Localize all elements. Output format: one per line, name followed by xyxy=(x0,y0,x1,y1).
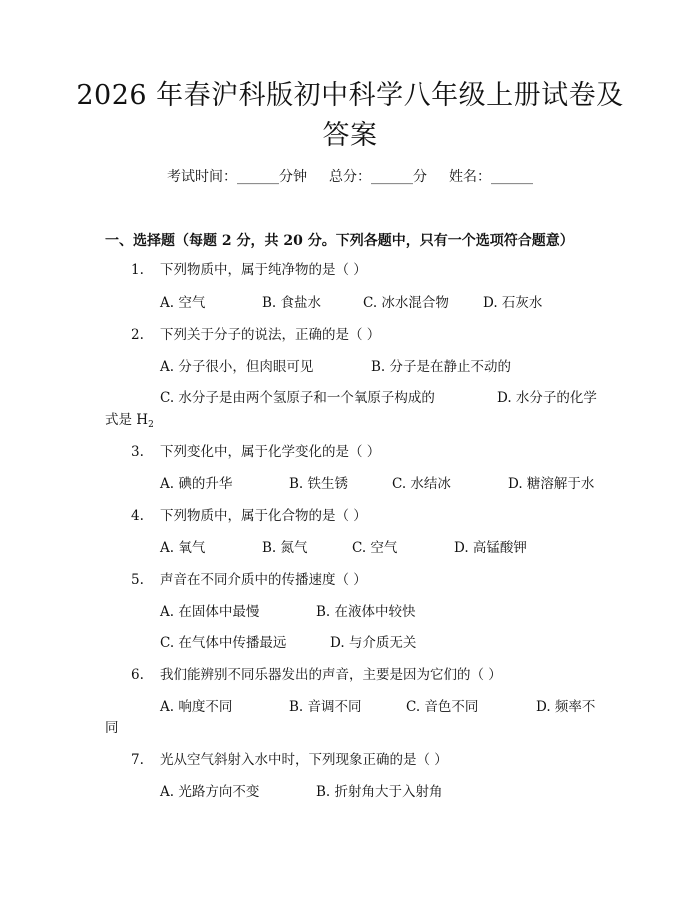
option-c: C. 空气 xyxy=(352,540,398,556)
question-6-option-d-wrap: 同 xyxy=(105,720,119,736)
question-text: 下列物质中，属于化合物的是（ ） xyxy=(160,508,367,524)
option-c: C. 水结冰 xyxy=(392,476,451,492)
option-b: B. 铁生锈 xyxy=(289,476,349,492)
question-number: 1. xyxy=(131,262,144,278)
option-b: B. 在液体中较快 xyxy=(316,604,416,620)
option-b: B. 氮气 xyxy=(262,540,308,556)
question-text: 下列关于分子的说法，正确的是（ ） xyxy=(160,327,381,343)
question-2-option-d-wrap xyxy=(105,409,154,436)
exam-title xyxy=(60,76,640,156)
question-number: 2. xyxy=(131,327,144,343)
title-line-1: 2026 年春沪科版初中科学八年级上册试卷及 xyxy=(76,80,624,111)
option-a: A. 氧气 xyxy=(160,540,206,556)
subscript: 2 xyxy=(148,420,154,430)
question-text: 我们能辨别不同乐器发出的声音，主要是因为它们的（ ） xyxy=(160,667,502,683)
option-b: B. 分子是在静止不动的 xyxy=(371,359,512,375)
question-number: 3. xyxy=(131,444,144,460)
question-number: 5. xyxy=(131,572,144,588)
exam-time: 考试时间：______分钟 xyxy=(167,169,307,185)
option-c: C. 在气体中传播最远 xyxy=(160,635,287,651)
option-d: D. 石灰水 xyxy=(483,295,543,311)
section-heading: 一、选择题（每题 2 分，共 20 分。下列各题中，只有一个选项符合题意） xyxy=(105,233,574,249)
option-a: A. 碘的升华 xyxy=(160,476,233,492)
exam-score: 总分：______分 xyxy=(329,169,427,185)
option-a: A. 分子很小，但肉眼可见 xyxy=(160,359,314,375)
question-text: 下列物质中，属于纯净物的是（ ） xyxy=(160,262,367,278)
question-number: 7. xyxy=(131,752,144,768)
question-number: 4. xyxy=(131,508,144,524)
option-a: A. 光路方向不变 xyxy=(160,784,260,800)
title-line-2: 答案 xyxy=(322,120,378,151)
exam-meta xyxy=(0,166,700,188)
option-a: A. 在固体中最慢 xyxy=(160,604,260,620)
question-number: 6. xyxy=(131,667,144,683)
option-b: B. 音调不同 xyxy=(289,699,362,715)
option-a: A. 响度不同 xyxy=(160,699,233,715)
question-text: 光从空气斜射入水中时，下列现象正确的是（ ） xyxy=(160,752,448,768)
option-d: D. 糖溶解于水 xyxy=(508,476,595,492)
option-d: D. 水分子的化学 xyxy=(497,390,597,406)
student-name: 姓名：______ xyxy=(449,169,533,185)
option-c: C. 音色不同 xyxy=(406,699,479,715)
option-b: B. 食盐水 xyxy=(262,295,322,311)
question-text: 下列变化中，属于化学变化的是（ ） xyxy=(160,444,381,460)
option-d: D. 频率不 xyxy=(536,699,596,715)
option-d: D. 高锰酸钾 xyxy=(454,540,527,556)
option-c: C. 水分子是由两个氢原子和一个氧原子构成的 xyxy=(160,390,435,406)
question-text: 声音在不同介质中的传播速度（ ） xyxy=(160,572,367,588)
option-c: C. 冰水混合物 xyxy=(363,295,449,311)
option-a: A. 空气 xyxy=(160,295,206,311)
wrap-text: 式是 H xyxy=(105,412,149,428)
option-d: D. 与介质无关 xyxy=(330,635,417,651)
option-b: B. 折射角大于入射角 xyxy=(316,784,443,800)
